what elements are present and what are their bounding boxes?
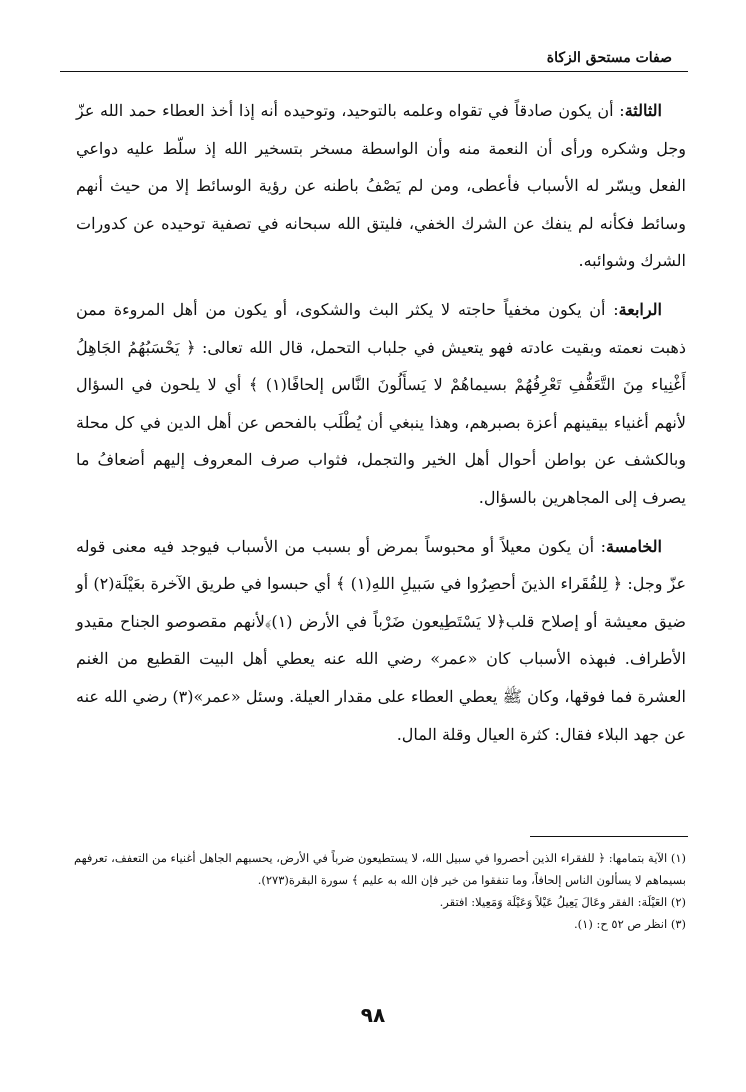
page-number: ٩٨: [360, 1003, 386, 1027]
footnote-2: (٢) العَيْلَة: الفقر وعَالَ يَعِيلُ عَيْلاً وَعَيْلَة وَمَعِيلا: افتقر.: [439, 895, 686, 909]
paragraph-lead: الخامسة: [606, 536, 662, 556]
footnote-1: (١) الآية بتمامها: ﴿ للفقراء الذين أحصروا في سبيل الله، لا يستطيعون ضرباً في الأرض، يحسبهم الجاهل أغنياء من التعفف، تعرفهم بسيماهم لا يسألون الناس إلحافاً، وما تنفقوا من خير فإن الله به عليم ﴾ سورة البقرة(٢٧٣).: [73, 851, 686, 887]
paragraph-lead: الثالثة: [624, 101, 662, 120]
footnote-3: (٣) انظر ص ٥٢ ح: (١).: [573, 917, 686, 931]
paragraph-lead: الرابعة: [618, 299, 662, 319]
footnotes: [58, 847, 686, 935]
paragraph-text: : أن يكون مخفياً حاجته لا يكثر البث والشكوى، أو يكون من أهل المروءة ممن ذهبت نعمته وبقيت عادته فهو يتعيش في جلباب التحمل، قال الله تعالى: ﴿ يَحْسَبُهُمُ الجَاهِلُ أَغْنِياء مِنَ التَّعَفُّفِ تَعْرِفُهُمْ بسيماهُمْ لا يَسأَلُونَ النَّاس إلحافًا(١) ﴾ أي لا يلحون في السؤال لأنهم أغنياء بيقينهم أعزة بصبرهم، وهذا ينبغي أن يُطْلَب بالفحص عن أهل الدين في كل محلة وبالكشف عن بواطن أحوال أهل الخير والتجمل، فثواب صرف المعروف إليهم أضعافُ ما يصرف إلى المجاهرين بالسؤال.: [76, 299, 686, 507]
running-head: صفات مستحق الزكاة: [546, 50, 672, 66]
paragraph-fourth: [76, 291, 686, 517]
body-text: [76, 92, 686, 764]
paragraph-text: : أن يكون معيلاً أو محبوساً بمرض أو بسبب من الأسباب فيوجد فيه معنى قوله عزّ وجل: ﴿ لِلفُقَراء الذينَ أحصِرُوا في سَبيلِ اللهِ(١) ﴾ أي حبسوا في طريق الآخرة بعَيْلَة(٢) أو ضيق معيشة أو إصلاح قلب﴿لا يَسْتَطِيعون ضَرْباً في الأرض (١)﴾لأنهم مقصوصو الجناح مقيدو الأطراف. فبهذه الأسباب كان «عمر» رضي الله عنه يعطي أهل البيت القطيع من الغنم العشرة فما فوقها، وكان ﷺ يعطي العطاء على مقدار العيلة. وسئل «عمر»(٣) رضي الله عنه عن جهد البلاء فقال: كثرة العيال وقلة المال.: [76, 536, 687, 744]
footnote-rule: [530, 836, 688, 837]
paragraph-text: : أن يكون صادقاً في تقواه وعلمه بالتوحيد، وتوحيده أنه إذا أخذ العطاء حمد الله عزّ وجل وشكره ورأى أن النعمة منه وأن الواسطة مسخر بتسخير الله إذ سلّط عليه دواعي الفعل ويسّر له الأسباب فأعطى، ومن لم يَصْفُ باطنه عن رؤية الوسائط إلا من حيث أنهم وسائط فكأنه لم ينفك عن الشرك الخفي، فليتق الله سبحانه في تصفية توحيده عن كدورات الشرك وشوائبه.: [76, 101, 686, 271]
paragraph-third: [76, 92, 686, 280]
header-rule: [60, 71, 688, 72]
paragraph-fifth: [76, 528, 686, 754]
